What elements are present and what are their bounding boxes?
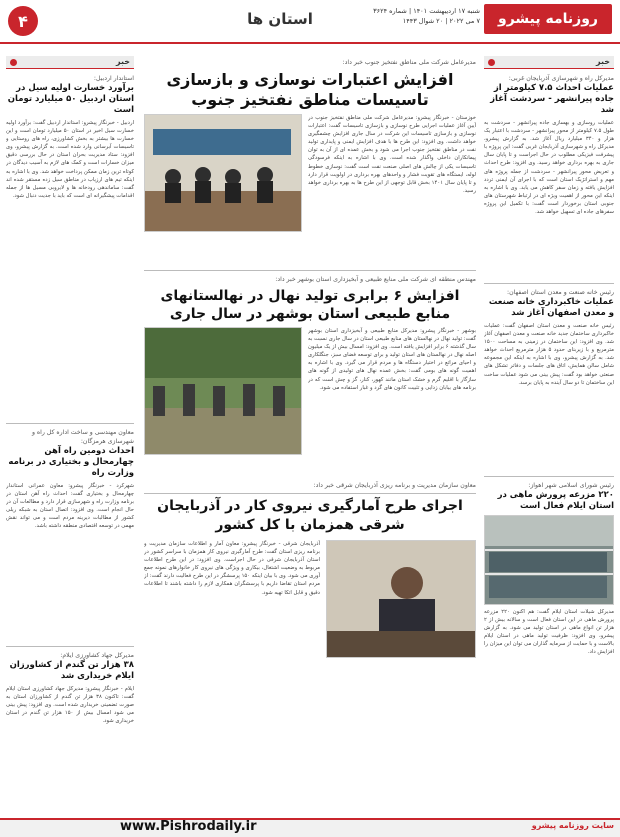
official-photo xyxy=(326,540,476,658)
left-column xyxy=(6,74,134,765)
article-body: خوزستان - خبرنگار پیشرو: مدیرعامل شرکت ملی مناطق نفتخیز جنوب در آیین آغاز عملیات اجرایی طرح نوسازی و بازسازی تاسیسات گفت: اعتبارات نوسازی و بازسازی تاسیسات این شرکت در سال جاری افزایش چشمگیری خواهد داشت. وی افزود: این طرح ها با هدف افزایش ایمنی و پایداری تولید نفت در مناطق نفتخیز جنوب اجرا می شود و بخش عمده ای از آن به توان پیمانکاران داخلی واگذار شده است. وی با اشاره به اینکه فرسودگی تاسیسات یکی از چالش های اصلی صنعت نفت است گفت: نوسازی خطوط لوله، ایستگاه های تقویت فشار و واحدهای بهره برداری در اولویت قرار دارد و تا پایان سال ۱۴۰۱ بخش قابل توجهی از این طرح ها به بهره برداری خواهد رسید. xyxy=(308,115,476,194)
article-body: بوشهر - خبرنگار پیشرو: مدیرکل منابع طبیعی و آبخیزداری استان بوشهر گفت: تولید نهال در نهالستان های منابع طبیعی استان در سال جاری نسبت به سال گذشته ۶ برابر افزایش یافته است. وی افزود: امسال بیش از یک میلیون اصله نهال در نهالستان های استان تولید و برای توسعه فضای سبز، جنگلکاری و احیای مراتع در اختیار دستگاه ها و مردم قرار می گیرد. وی با اشاره به اهمیت گونه های بومی گفت: بخش عمده نهال های تولیدی از گونه های سازگار با اقلیم گرم و خشک استان مانند کهور، کنار، گز و چش است که در برنامه های بیابان زدایی و تثبیت کانون های گرد و غبار استفاده می شود. xyxy=(308,328,476,391)
article-kicker: مهندس منطقه ای شرکت ملی منابع طبیعی و آبخیزداری استان بوشهر خبر داد: xyxy=(275,276,476,283)
article-headline[interactable]: برآورد خسارت اولیه سیل در استان اردبیل ۵۰ میلیارد تومان است xyxy=(7,83,134,115)
divider xyxy=(144,493,476,494)
fish-farm-image xyxy=(484,516,613,605)
issue-date-alt: ۷ می ۲۰۲۲ | ۲۰ شوال ۱۴۴۳ xyxy=(402,17,480,25)
divider xyxy=(6,646,134,647)
issue-date: شنبه ۱۷ اردیبهشت ۱۴۰۱ | شماره ۳۶۲۴ xyxy=(373,7,480,15)
ceremony-photo xyxy=(144,114,302,232)
article-body: آذربایجان شرقی - خبرنگار پیشرو: معاون آمار و اطلاعات سازمان مدیریت و برنامه ریزی استان گفت: طرح آمارگیری نیروی کار همزمان با سراسر کشور در استان آذربایجان شرقی در حال اجراست. وی افزود: در این طرح اطلاعات مربوط به وضعیت اشتغال، بیکاری و ویژگی های نیروی کار خانوارهای نمونه جمع آوری می شود. وی با بیان اینکه ۱۵۰ پرسشگر در این طرح فعالیت دارند گفت: از مردم استان تقاضا داریم با پرسشگران همکاری لازم را داشته باشند تا اطلاعات دقیق و قابل اتکا تهیه شود. xyxy=(144,541,320,596)
footer-bar xyxy=(0,818,620,837)
news-bar-right xyxy=(484,56,614,69)
news-bar-left xyxy=(6,56,134,69)
article-headline[interactable]: عملیات خاکبرداری خانه صنعت و معدن اصفهان آغاز شد xyxy=(488,297,614,318)
article-kicker: مدیرکل راه و شهرسازی آذربایجان غربی: xyxy=(508,75,614,82)
article-body: شهرکرد - خبرنگار پیشرو: معاون عمرانی استاندار چهارمحال و بختیاری گفت: احداث راه آهن استان در برنامه وزارت راه و شهرسازی قرار دارد و مطالعات آن در حال انجام است. وی افزود: اتصال استان به شبکه ریلی کشور از مطالبات دیرینه مردم است و می تواند نقش مهمی در توسعه اقتصادی منطقه داشته باشد. xyxy=(6,483,134,530)
article-headline[interactable]: احداث دومین راه آهن چهارمحال و بختیاری در برنامه وزارت راه xyxy=(8,446,134,478)
bar-label: خبر xyxy=(595,57,610,66)
page-number: ۴ xyxy=(8,6,38,36)
divider xyxy=(484,476,614,477)
lead-headline[interactable]: افزایش اعتبارات نوسازی و بازسازی تاسیسات مناطق نفتخیز جنوب xyxy=(166,70,454,109)
divider xyxy=(144,270,476,271)
fish-farm-photo xyxy=(484,515,614,605)
bullet-icon xyxy=(488,59,495,66)
article-headline[interactable]: اجرای طرح آمارگیری نیروی کار در آذربایجان شرقی همزمان با کل کشور xyxy=(157,498,463,533)
article-body: ایلام - خبرنگار پیشرو: مدیرکل جهاد کشاورزی استان ایلام گفت: تاکنون ۳۸ هزار تن گندم از کشاورزان استان به صورت تضمینی خریداری شده است. وی افزود: پیش بینی می شود امسال بیش از ۱۵۰ هزار تن گندم در استان خریداری شود. xyxy=(6,686,134,725)
ceremony-image xyxy=(144,115,301,232)
article-kicker: رئیس شورای اسلامی شهر اهواز: xyxy=(528,482,614,489)
official-image xyxy=(326,541,475,658)
newspaper-logo[interactable]: روزنامه پیشرو xyxy=(484,4,612,34)
footer-brand: سایت روزنامه پیشرو xyxy=(531,821,614,830)
article-kicker: معاون مهندسی و ساخت اداره کل راه و شهرسازی هرمزگان: xyxy=(31,429,134,445)
article-kicker: مدیرعامل شرکت ملی مناطق نفتخیز جنوب خبر داد: xyxy=(342,59,476,66)
article-headline[interactable]: ۲۲۰ مزرعه پرورش ماهی در استان ایلام فعال است xyxy=(497,490,614,511)
article-headline[interactable]: عملیات احداث ۷.۵ کیلومتر از جاده پیرانشهر - سردشت آغاز شد xyxy=(490,83,614,115)
article-body: مدیرکل شیلات استان ایلام گفت: هم اکنون ۲۲۰ مزرعه پرورش ماهی در این استان فعال است و سالانه بیش از ۲ هزار تن انواع ماهی در استان تولید می شود. به گزارش پیشرو، وی افزود: ظرفیت تولید ماهی در استان ایلام بالاست و با حمایت از سرمایه گذاران می توان این میزان را افزایش داد. xyxy=(484,609,614,656)
article-kicker: معاون سازمان مدیریت و برنامه ریزی آذربایجان شرقی خبر داد: xyxy=(313,482,476,489)
divider xyxy=(6,423,134,424)
bar-label: خبر xyxy=(115,57,130,66)
article-headline[interactable]: ۳۸ هزار تن گندم از کشاورزان ایلام خریداری شد xyxy=(9,660,134,681)
article-kicker: رئیس خانه صنعت و معدن استان اصفهان: xyxy=(507,289,614,296)
article-body: عملیات روسازی و بهسازی جاده پیرانشهر - سردشت به طول ۷.۵ کیلومتر از محور پیرانشهر - سردشت با اعتبار یک هزار و ۳۴۰ میلیارد ریال آغاز شد. به گزارش پیشرو، مدیرکل راه و شهرسازی آذربایجان غربی گفت: این پروژه با پیشرفت فیزیکی مطلوب در حال اجراست و تا پایان سال جاری به بهره برداری خواهد رسید. وی افزود: طرح احداث و تعریض محور پیرانشهر - سردشت از جمله پروژه های مهم و استراتژیک استان است که با اجرای آن ایمنی تردد افزایش یافته و زمان سفر کاهش می یابد. وی با اشاره به اینکه این محور از اهمیت ویژه ای در ارتباط شهرستان های جنوبی استان برخوردار است گفت: با تکمیل این پروژه سفرهای جاده ای تسهیل خواهد شد. xyxy=(484,120,614,216)
website-link[interactable]: www.Pishrodaily.ir xyxy=(120,819,257,834)
nursery-image xyxy=(144,328,301,455)
bullet-icon xyxy=(10,59,17,66)
divider xyxy=(484,283,614,284)
article-kicker: مدیرکل جهاد کشاورزی ایلام: xyxy=(60,652,134,659)
issue-info xyxy=(373,6,480,26)
section-title: استان ها xyxy=(247,10,313,28)
article-body: رئیس خانه صنعت و معدن استان اصفهان گفت: عملیات خاکبرداری ساختمان جدید خانه صنعت و معدن اصفهان آغاز شد. وی افزود: این ساختمان در زمینی به مساحت ۱۵۰۰ مترمربع و با زیربنای حدود ۵ هزار مترمربع احداث خواهد شد. به گزارش پیشرو، وی با اشاره به اینکه این مجموعه شامل سالن همایش، اتاق های جلسات و دفاتر تشکل های صنعتی خواهد بود گفت: پیش بینی می شود عملیات ساخت این ساختمان تا دو سال آینده به پایان برسد. xyxy=(484,323,614,386)
article-headline[interactable]: افزایش ۶ برابری تولید نهال در نهالستانهای منابع طبیعی استان بوشهر در سال جاری xyxy=(160,288,460,322)
article-body: اردبیل - خبرنگار پیشرو: استاندار اردبیل گفت: برآورد اولیه خسارت سیل اخیر در استان ۵۰ میلیارد تومان است و این خسارت ها بیشتر به بخش کشاورزی، راه های روستایی و تاسیسات آبرسانی وارد شده است. به گزارش پیشرو، وی افزود: ستاد مدیریت بحران استان در حال بررسی دقیق میزان خسارات است و کمک های لازم به آسیب دیدگان در کوتاه ترین زمان ممکن پرداخت خواهد شد. وی با اشاره به اینکه تیم های ارزیاب در مناطق سیل زده مستقر شده اند گفت: ساماندهی رودخانه ها و لایروبی مسیل ها از جمله اقدامات پیشگیرانه ای است که باید با جدیت دنبال شود. xyxy=(6,120,134,199)
main-column xyxy=(144,58,476,660)
right-column xyxy=(484,74,614,708)
nursery-photo xyxy=(144,327,302,455)
article-kicker: استاندار اردبیل: xyxy=(93,75,134,82)
